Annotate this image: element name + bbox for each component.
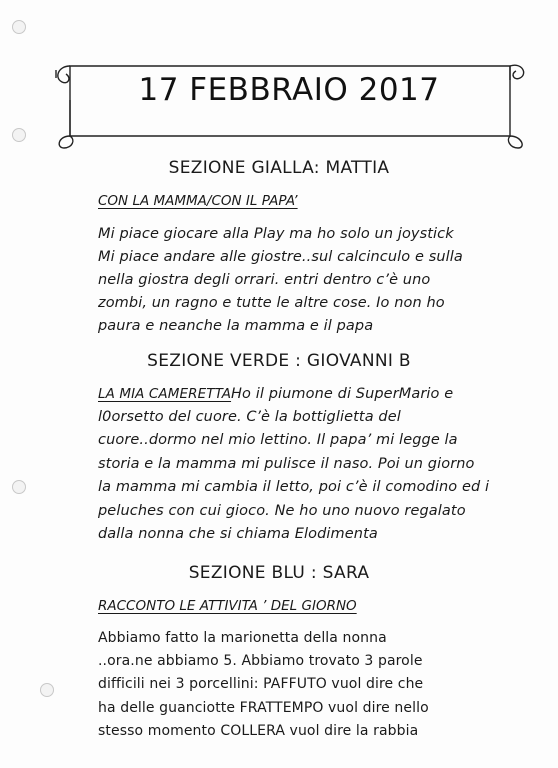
date-title: 17 FEBBRAIO 2017 — [138, 72, 440, 108]
text-line: la mamma mi cambia il letto, poi c’è il comodino ed i — [98, 479, 490, 495]
text-line: dalla nonna che si chiama Elodimenta — [98, 526, 378, 542]
text-line: zombi, un ragno e tutte le altre cose. Io non ho — [98, 295, 445, 311]
text-line: l0orsetto del cuore. C’è la bottiglietta del — [98, 409, 401, 425]
section-heading-verde: SEZIONE VERDE : GIOVANNI B — [147, 351, 411, 371]
section-subtitle-gialla: CON LA MAMMA/CON IL PAPA’ — [98, 193, 298, 209]
punch-hole-upper — [12, 128, 26, 142]
punch-hole-middle — [12, 480, 26, 494]
text-line: difficili nei 3 porcellini: PAFFUTO vuol dire che — [98, 676, 424, 692]
text-line: cuore..dormo nel mio lettino. Il papa’ mi legge la — [98, 432, 458, 448]
punch-hole-lower — [40, 683, 54, 697]
punch-hole-top — [12, 20, 26, 34]
section-heading-gialla: SEZIONE GIALLA: MATTIA — [168, 158, 390, 178]
text-line: nella giostra degli orrari. entri dentro c’è uno — [98, 272, 431, 288]
text-line: stesso momento COLLERA vuol dire la rabbia — [98, 723, 419, 739]
text-line: ..ora.ne abbiamo 5. Abbiamo trovato 3 parole — [98, 653, 423, 669]
text-line: Abbiamo fatto la marionetta della nonna — [98, 630, 387, 646]
text-line: ha delle guanciotte FRATTEMPO vuol dire nello — [98, 700, 429, 716]
title-scroll-banner — [48, 56, 530, 152]
first-line-verde — [98, 386, 453, 402]
text-line: peluches con cui gioco. Ne ho uno nuovo regalato — [98, 503, 466, 519]
section-heading-blu: SEZIONE BLU : SARA — [188, 563, 370, 583]
section-subtitle-blu: RACCONTO LE ATTIVITA ’ DEL GIORNO — [98, 598, 357, 614]
text-line: Mi piace andare alle giostre..sul calcinculo e sulla — [98, 249, 463, 265]
text-line: Mi piace giocare alla Play ma ho solo un joystick — [98, 226, 454, 242]
text-line: storia e la mamma mi pulisce il naso. Poi un giorno — [98, 456, 475, 472]
section-subtitle-verde: LA MIA CAMERETTA — [98, 386, 232, 402]
text-line: paura e neanche la mamma e il papa — [98, 318, 374, 334]
text-line: Ho il piumone di SuperMario e — [231, 386, 454, 402]
